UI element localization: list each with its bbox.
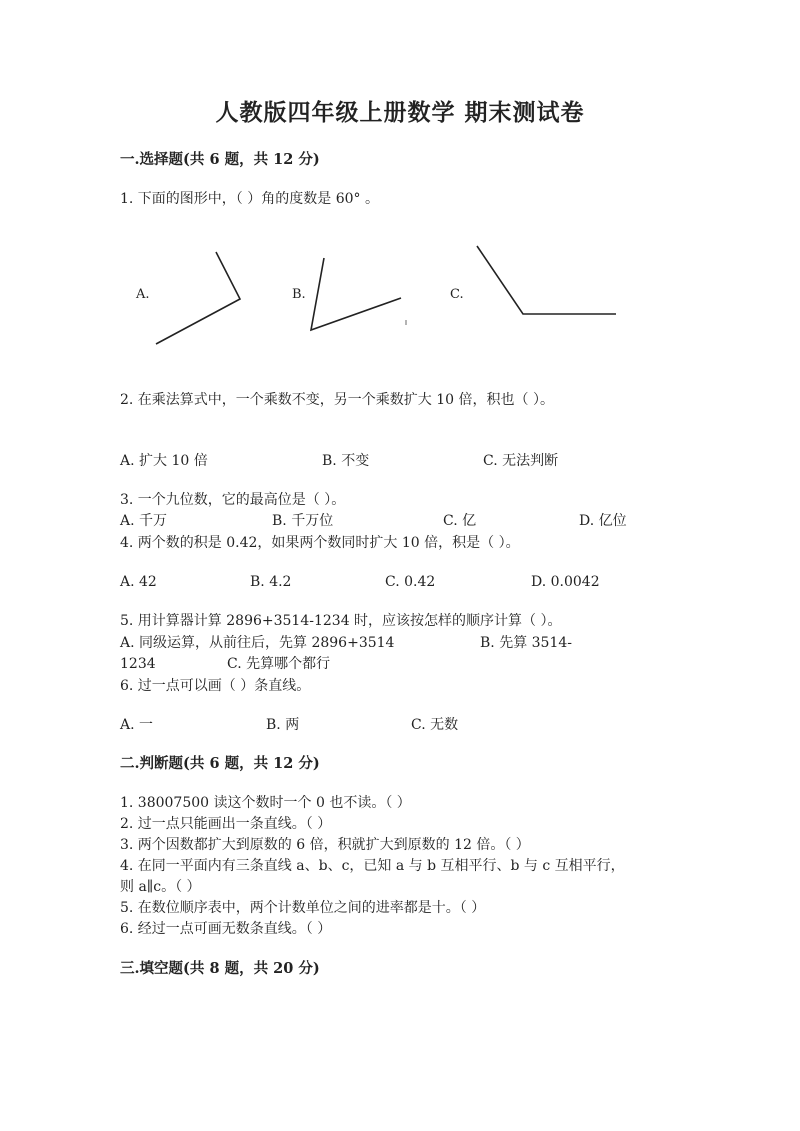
judgement-item-6: 6. 经过一点可画无数条直线。（ ） bbox=[120, 921, 332, 937]
question-3-option-d: D. 亿位 bbox=[579, 513, 627, 529]
question-5-option-a: A. 同级运算，从前往后，先算 2896+3514 bbox=[120, 635, 395, 651]
question-3-option-c: C. 亿 bbox=[443, 513, 477, 529]
judgement-item-1: 1. 38007500 读这个数时一个 0 也不读。（ ） bbox=[120, 795, 411, 811]
question-2-text: 2. 在乘法算式中，一个乘数不变，另一个乘数扩大 10 倍，积也（ ）。 bbox=[120, 392, 554, 408]
angle-b bbox=[311, 258, 401, 330]
question-3-text: 3. 一个九位数，它的最高位是（ ）。 bbox=[120, 492, 346, 508]
judgement-item-3: 3. 两个因数都扩大到原数的 6 倍，积就扩大到原数的 12 倍。（ ） bbox=[120, 837, 530, 853]
angle-c bbox=[477, 246, 616, 314]
question-4-text: 4. 两个数的积是 0.42，如果两个数同时扩大 10 倍，积是（ ）。 bbox=[120, 535, 520, 551]
judgement-item-4-continued: 则 a∥c。（ ） bbox=[120, 879, 201, 895]
question-5-text: 5. 用计算器计算 2896+3514-1234 时，应该按怎样的顺序计算（ ）。 bbox=[120, 613, 562, 629]
judgement-item-4: 4. 在同一平面内有三条直线 a、b、c，已知 a 与 b 互相平行、b 与 c 互相平行， bbox=[120, 858, 625, 874]
section-heading-fill-in: 三.填空题(共 8 题，共 20 分) bbox=[120, 960, 320, 977]
question-6-option-b: B. 两 bbox=[266, 717, 300, 733]
figure-label-a: A. bbox=[136, 287, 150, 302]
question-6-option-c: C. 无数 bbox=[411, 717, 459, 733]
question-1-text: 1. 下面的图形中，（ ）角的度数是 60° 。 bbox=[120, 191, 379, 207]
question-6-text: 6. 过一点可以画（ ）条直线。 bbox=[120, 678, 311, 694]
question-5-option-b-continued: 1234 bbox=[120, 656, 156, 672]
figure-label-b: B. bbox=[292, 287, 306, 302]
page-title: 人教版四年级上册数学 期末测试卷 bbox=[215, 99, 585, 126]
question-4-option-c: C. 0.42 bbox=[385, 574, 436, 590]
figure-label-c: C. bbox=[450, 287, 464, 302]
question-4-option-a: A. 42 bbox=[120, 574, 157, 590]
question-3-option-a: A. 千万 bbox=[120, 513, 168, 529]
section-heading-choice: 一.选择题(共 6 题，共 12 分) bbox=[120, 151, 320, 168]
angle-figure-svg bbox=[120, 236, 640, 356]
judgement-item-2: 2. 过一点只能画出一条直线。（ ） bbox=[120, 816, 332, 832]
section-heading-judgement: 二.判断题(共 6 题，共 12 分) bbox=[120, 755, 320, 772]
angle-a bbox=[156, 252, 240, 344]
question-3-option-b: B. 千万位 bbox=[272, 513, 334, 529]
angle-figure bbox=[120, 236, 640, 356]
question-5-option-b: B. 先算 3514- bbox=[480, 635, 572, 651]
judgement-item-5: 5. 在数位顺序表中，两个计数单位之间的进率都是十。（ ） bbox=[120, 900, 486, 916]
question-2-option-b: B. 不变 bbox=[322, 453, 370, 469]
question-4-option-b: B. 4.2 bbox=[250, 574, 292, 590]
question-4-option-d: D. 0.0042 bbox=[531, 574, 600, 590]
question-2-option-a: A. 扩大 10 倍 bbox=[120, 453, 208, 469]
question-6-option-a: A. 一 bbox=[120, 717, 154, 733]
question-5-option-c: C. 先算哪个都行 bbox=[227, 656, 331, 672]
question-2-option-c: C. 无法判断 bbox=[483, 453, 559, 469]
